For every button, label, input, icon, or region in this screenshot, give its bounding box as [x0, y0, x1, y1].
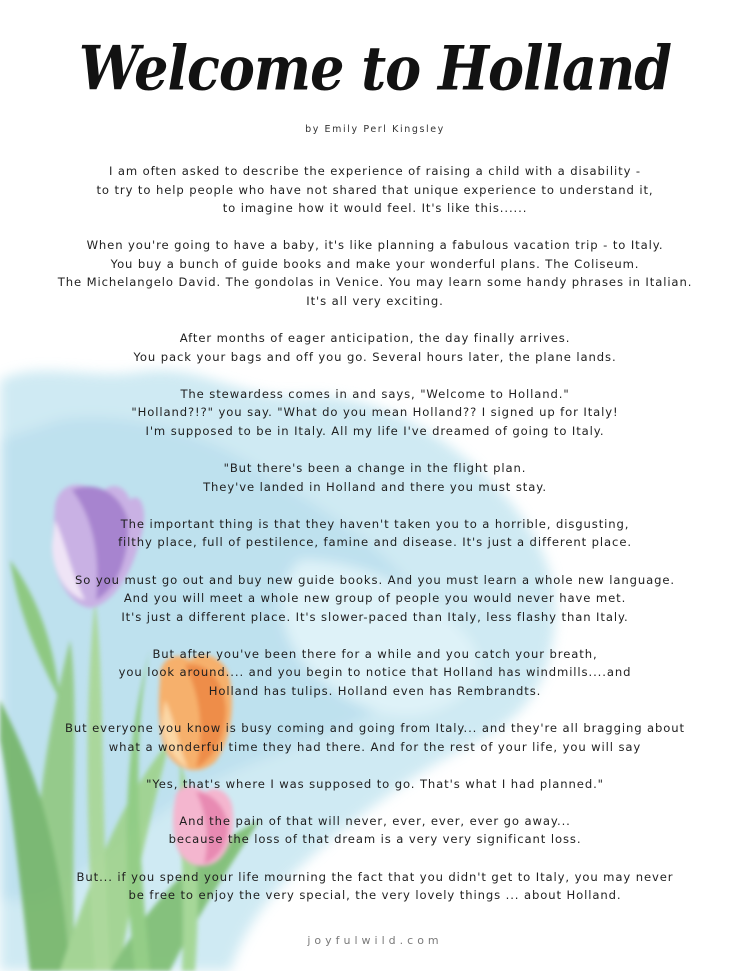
text-line: to try to help people who have not shared that unique experience to understand it,: [96, 182, 654, 197]
text-line: But after you've been there for a while and you catch your breath,: [152, 646, 598, 661]
text-line: Holland has tulips. Holland even has Rembrandts.: [208, 683, 542, 698]
paragraph-10: [40, 775, 710, 794]
text-line: "Yes, that's where I was supposed to go. That's what I had planned.": [146, 776, 604, 791]
paragraph-1: [40, 162, 710, 218]
text-line: After months of eager anticipation, the day finally arrives.: [179, 331, 571, 346]
paragraph-5: [40, 459, 710, 496]
text-line: you look around.... and you begin to notice that Holland has windmills....and: [118, 665, 632, 680]
text-line: The stewardess comes in and says, "Welcome to Holland.": [180, 386, 570, 401]
essay-body: [40, 162, 710, 923]
text-line: The important thing is that they haven't taken you to a horrible, disgusting,: [120, 516, 630, 531]
text-line: And the pain of that will never, ever, ever, ever go away...: [179, 813, 571, 828]
paragraph-4: [40, 385, 710, 441]
text-line: to imagine how it would feel. It's like this......: [222, 201, 528, 216]
text-line: I am often asked to describe the experience of raising a child with a disability -: [108, 164, 642, 178]
text-line: You pack your bags and off you go. Several hours later, the plane lands.: [133, 349, 617, 364]
paragraph-11: [40, 812, 710, 849]
text-line: It's just a different place. It's slower-paced than Italy, less flashy than Italy.: [121, 609, 629, 624]
text-line: be free to enjoy the very special, the very lovely things ... about Holland.: [128, 888, 622, 903]
paragraph-12: [40, 868, 710, 905]
text-line: But... if you spend your life mourning the fact that you didn't get to Italy, you may never: [76, 869, 674, 884]
text-line: The Michelangelo David. The gondolas in Venice. You may learn some handy phrases in Italian.: [57, 275, 693, 290]
text-line: And you will meet a whole new group of people you would never have met.: [123, 591, 627, 606]
paragraph-2: [40, 236, 710, 310]
author-byline: by Emily Perl Kingsley: [305, 124, 445, 135]
paragraph-3: [40, 329, 710, 366]
paragraph-9: [40, 719, 710, 756]
text-line: It's all very exciting.: [306, 294, 444, 309]
text-line: "Holland?!?" you say. "What do you mean Holland?? I signed up for Italy!: [131, 405, 619, 420]
paragraph-7: [40, 571, 710, 627]
text-line: filthy place, full of pestilence, famine and disease. It's just a different place.: [118, 535, 632, 550]
text-line: because the loss of that dream is a very very significant loss.: [168, 832, 582, 847]
text-line: You buy a bunch of guide books and make your wonderful plans. The Coliseum.: [110, 256, 640, 271]
text-line: When you're going to have a baby, it's like planning a fabulous vacation trip - to Italy.: [86, 238, 664, 253]
text-line: "But there's been a change in the flight plan.: [223, 461, 527, 476]
text-line: But everyone you know is busy coming and going from Italy... and they're all bragging about: [65, 721, 685, 736]
website-footer: joyfulwild.com: [307, 934, 443, 947]
text-line: They've landed in Holland and there you must stay.: [203, 479, 547, 494]
document-title: Welcome to Holland: [78, 32, 672, 104]
text-line: So you must go out and buy new guide books. And you must learn a whole new language.: [75, 572, 675, 587]
paragraph-8: [40, 645, 710, 701]
text-line: I'm supposed to be in Italy. All my life I've dreamed of going to Italy.: [145, 424, 605, 439]
text-line: what a wonderful time they had there. And for the rest of your life, you will say: [108, 739, 642, 754]
paragraph-6: [40, 515, 710, 552]
